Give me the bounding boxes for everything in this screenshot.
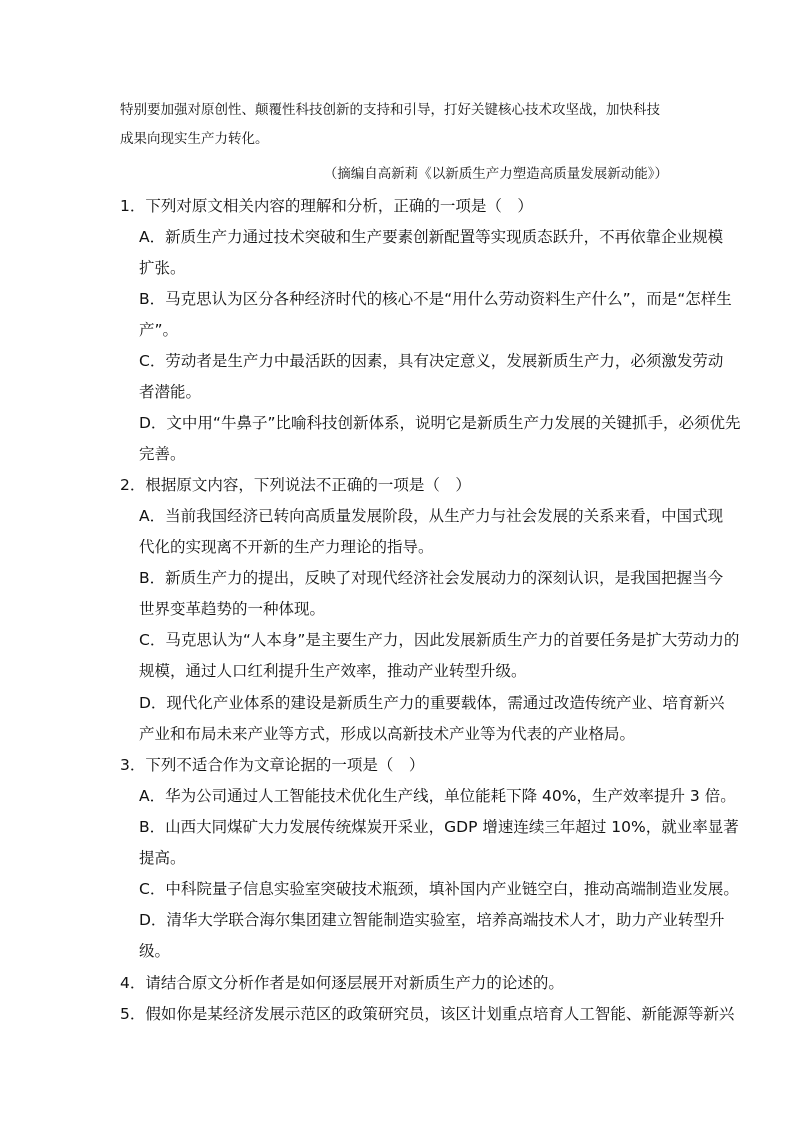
question-3-stem: 3．下列不适合作为文章论据的一项是（ ） [120, 756, 425, 774]
option-line: 世界变革趋势的一种体现。 [139, 600, 326, 618]
option-line: A．华为公司通过人工智能技术优化生产线，单位能耗下降 40%，生产效率提升 3 倍。 [139, 787, 736, 805]
option-line: 级。 [139, 942, 171, 960]
question-5-stem: 5．假如你是某经济发展示范区的政策研究员，该区计划重点培育人工智能、新能源等新兴 [120, 1005, 735, 1023]
question-2-option-d [139, 688, 725, 750]
option-line: 完善。 [139, 445, 186, 463]
option-line: D．文中用“牛鼻子”比喻科技创新体系，说明它是新质生产力发展的关键抓手，必须优先 [139, 414, 741, 432]
question-3-option-a [139, 781, 736, 812]
question-3-option-d [139, 905, 725, 967]
option-line: 者潜能。 [139, 383, 202, 401]
option-line: 产业和布局未来产业等方式，形成以高新技术产业等为代表的产业格局。 [139, 725, 636, 743]
option-line: A．当前我国经济已转向高质量发展阶段，从生产力与社会发展的关系来看，中国式现 [139, 507, 724, 525]
option-line: 提高。 [139, 849, 186, 867]
option-line: A．新质生产力通过技术突破和生产要素创新配置等实现质态跃升，不再依靠企业规模 [139, 228, 724, 246]
option-line: D．清华大学联合海尔集团建立智能制造实验室，培养高端技术人才，助力产业转型升 [139, 911, 725, 929]
question-2-option-b [139, 563, 724, 625]
option-line: C．中科院量子信息实验室突破技术瓶颈，填补国内产业链空白，推动高端制造业发展。 [139, 880, 739, 898]
intro-line: 成果向现实生产力转化。 [120, 131, 269, 147]
option-line: 扩张。 [139, 259, 186, 277]
option-line: C．劳动者是生产力中最活跃的因素，具有决定意义，发展新质生产力，必须激发劳动 [139, 352, 724, 370]
source-citation: （摘编自高新莉《以新质生产力塑造高质量发展新动能》） [323, 166, 668, 182]
option-line: 规模，通过人口红利提升生产效率，推动产业转型升级。 [139, 662, 527, 680]
option-line: C．马克思认为“人本身”是主要生产力，因此发展新质生产力的首要任务是扩大劳动力的 [139, 631, 740, 649]
question-1-option-c [139, 346, 724, 408]
option-line: 代化的实现离不开新的生产力理论的指导。 [139, 538, 434, 556]
question-2-option-a [139, 501, 724, 563]
question-1-option-a [139, 222, 724, 284]
question-2-option-c [139, 625, 740, 687]
question-3-option-b [139, 812, 739, 874]
question-2-stem: 2．根据原文内容，下列说法不正确的一项是（ ） [120, 476, 471, 494]
question-3-option-c [139, 874, 739, 905]
option-line: B．新质生产力的提出，反映了对现代经济社会发展动力的深刻认识，是我国把握当今 [139, 569, 724, 587]
question-4-stem: 4．请结合原文分析作者是如何逐层展开对新质生产力的论述的。 [120, 974, 564, 992]
option-line: B．山西大同煤矿大力发展传统煤炭开采业，GDP 增速连续三年超过 10%，就业率显著 [139, 818, 739, 836]
question-1-option-d [139, 408, 741, 470]
intro-paragraph [120, 96, 680, 154]
question-1-stem: 1．下列对原文相关内容的理解和分析，正确的一项是（ ） [120, 197, 533, 215]
option-line: D．现代化产业体系的建设是新质生产力的重要载体，需通过改造传统产业、培育新兴 [139, 694, 725, 712]
option-line: 产”。 [139, 321, 179, 339]
option-line: B．马克思认为区分各种经济时代的核心不是“用什么劳动资料生产什么”，而是“怎样生 [139, 290, 732, 308]
question-1-option-b [139, 284, 732, 346]
intro-line: 特别要加强对原创性、颠覆性科技创新的支持和引导，打好关键核心技术攻坚战，加快科技 [120, 102, 660, 118]
